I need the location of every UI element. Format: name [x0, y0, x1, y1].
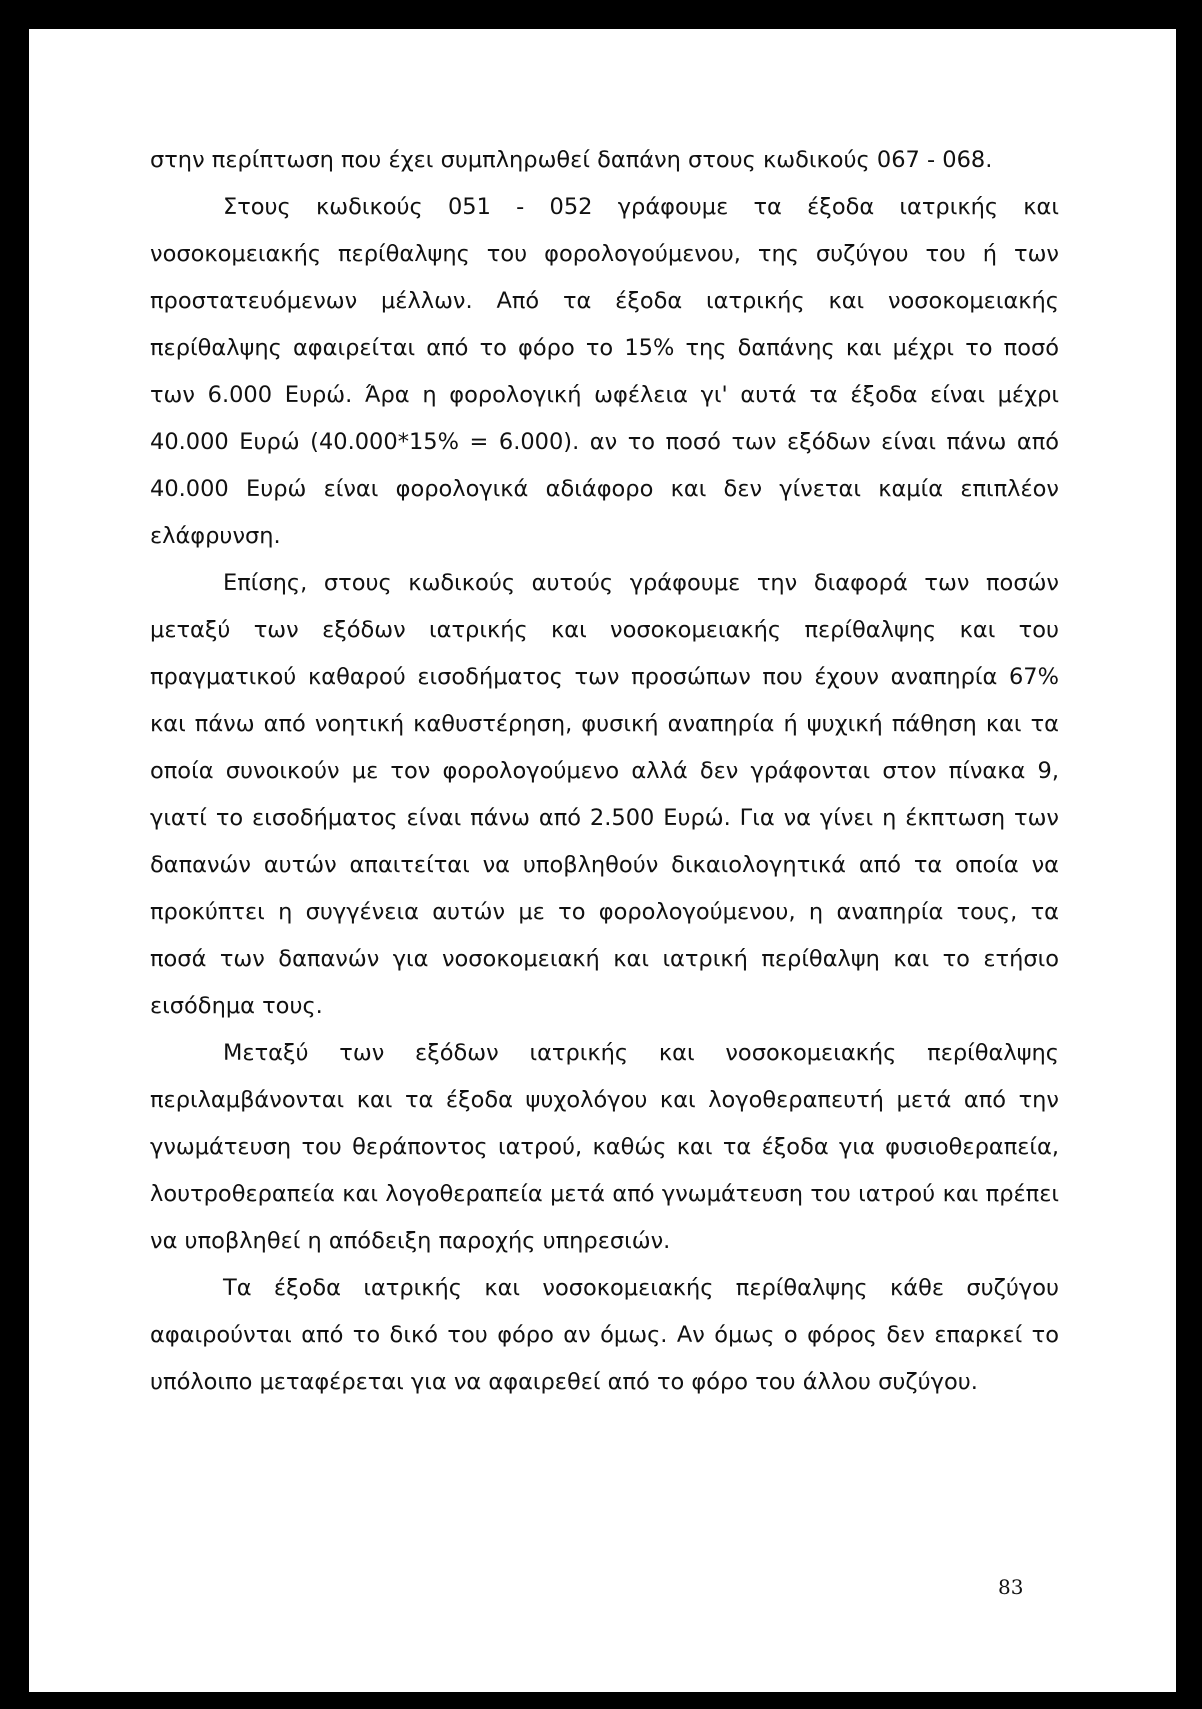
page-number: 83: [998, 1575, 1024, 1599]
paragraph-disability: Επίσης, στους κωδικούς αυτούς γράφουμε την διαφορά των ποσών μεταξύ των εξόδων ιατρικής και νοσοκομειακής περίθαλψης και του πραγματικού καθαρού εισοδήματος των προσώπων που έχουν αναπηρία 67% και πάνω από νοητική καθυστέρηση, φυσική αναπηρία ή ψυχική πάθηση και τα οποία συνοικούν με τον φορολογούμενο αλλά δεν γράφονται στον πίνακα 9, γιατί το εισοδήματος είναι πάνω από 2.500 Ευρώ. Για να γίνει η έκπτωση των δαπανών αυτών απαιτείται να υποβληθούν δικαιολογητικά από τα οποία να προκύπτει η συγγένεια αυτών με το φορολογούμενου, η αναπηρία τους, τα ποσά των δαπανών για νοσοκομειακή και ιατρική περίθαλψη και το ετήσιο εισόδημα τους.: [150, 570, 1059, 1019]
paragraph-continuation: στην περίπτωση που έχει συμπληρωθεί δαπάνη στους κωδικούς 067 - 068.: [150, 147, 993, 173]
body-text: [150, 137, 1059, 1406]
paragraph-spouse: Τα έξοδα ιατρικής και νοσοκομειακής περίθαλψης κάθε συζύγου αφαιρούνται από το δικό του φόρο αν όμως. Αν όμως ο φόρος δεν επαρκεί το υπόλοιπο μεταφέρεται για να αφαιρεθεί από το φόρο του άλλου συζύγου.: [150, 1275, 1059, 1395]
paragraph-therapy: Μεταξύ των εξόδων ιατρικής και νοσοκομειακής περίθαλψης περιλαμβάνονται και τα έξοδα ψυχολόγου και λογοθεραπευτή μετά από την γνωμάτευση του θεράποντος ιατρού, καθώς και τα έξοδα για φυσιοθεραπεία, λουτροθεραπεία και λογοθεραπεία μετά από γνωμάτευση του ιατρού και πρέπει να υποβληθεί η απόδειξη παροχής υπηρεσιών.: [150, 1040, 1059, 1254]
scanned-page: [29, 29, 1176, 1692]
paragraph-medical-expenses: Στους κωδικούς 051 - 052 γράφουμε τα έξοδα ιατρικής και νοσοκομειακής περίθαλψης του φορολογούμενου, της συζύγου του ή των προστατευόμενων μέλλων. Από τα έξοδα ιατρικής και νοσοκομειακής περίθαλψης αφαιρείται από το φόρο το 15% της δαπάνης και μέχρι το ποσό των 6.000 Ευρώ. Άρα η φορολογική ωφέλεια γι' αυτά τα έξοδα είναι μέχρι 40.000 Ευρώ (40.000*15% = 6.000). αν το ποσό των εξόδων είναι πάνω από 40.000 Ευρώ είναι φορολογικά αδιάφορο και δεν γίνεται καμία επιπλέον ελάφρυνση.: [150, 194, 1059, 549]
